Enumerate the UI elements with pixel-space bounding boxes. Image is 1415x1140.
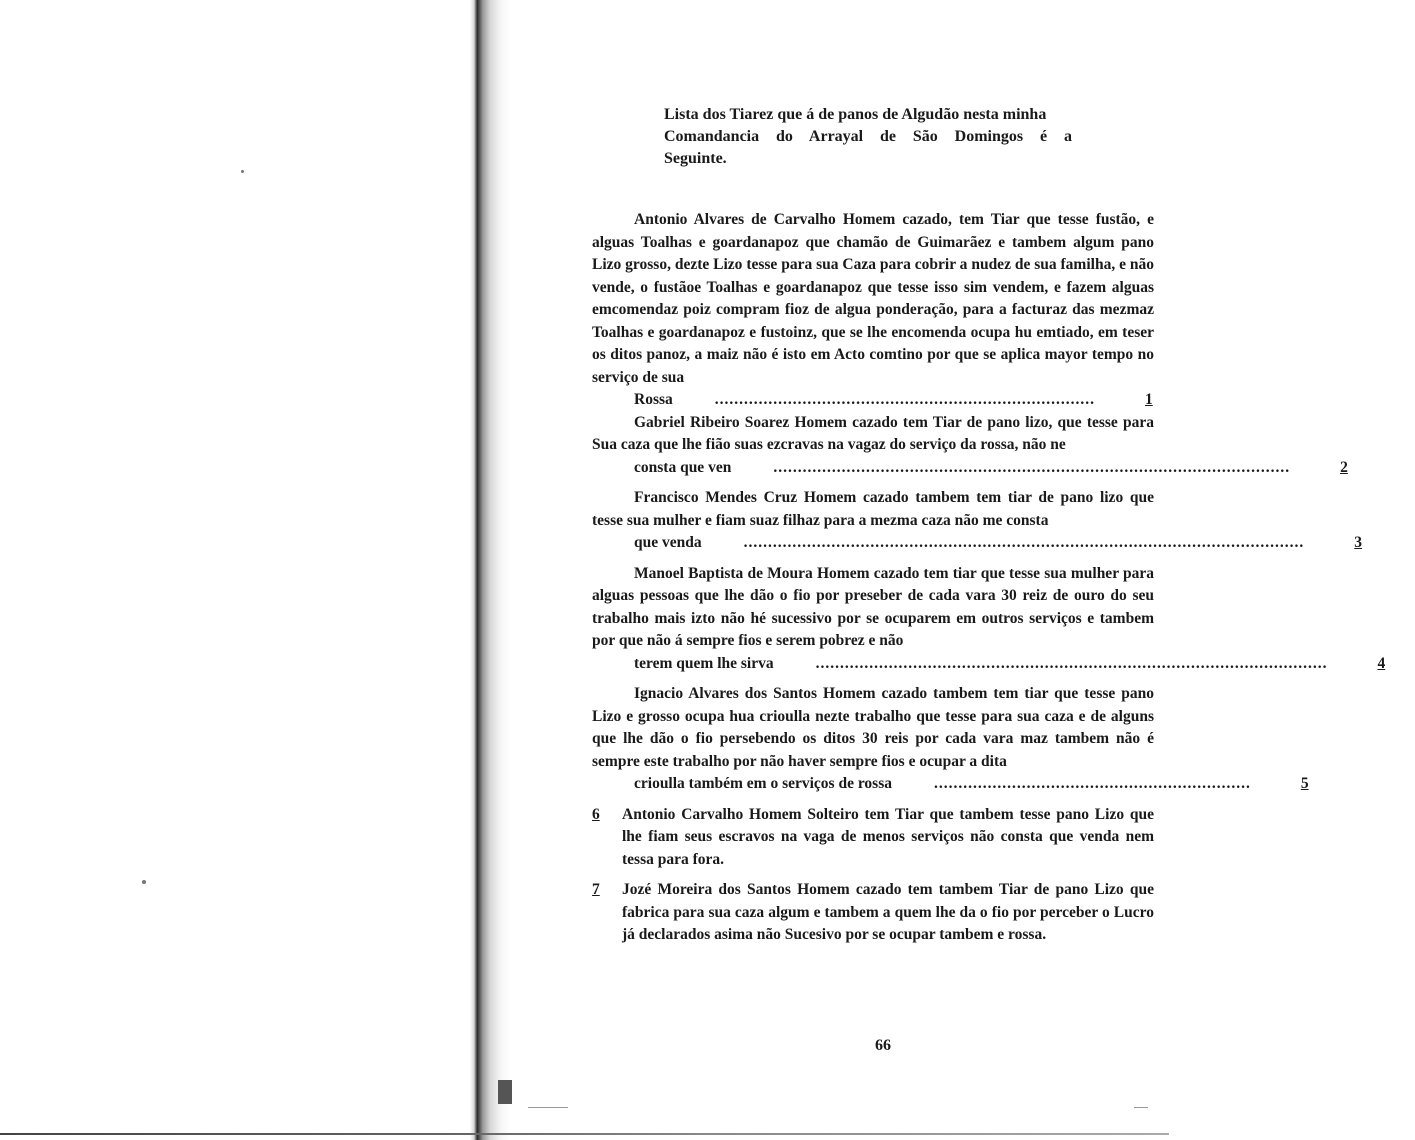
entry-7 <box>592 879 1154 947</box>
entry-last-words: crioulla também em o serviços de rossa <box>634 775 892 792</box>
entry-number: 4 <box>1377 654 1386 672</box>
leader-dots: ................................................................................................................... <box>743 534 1305 551</box>
entry-text: Ignacio Alvares dos Santos Homem cazado tambem tem tiar que tesse pano Lizo e grosso ocupa hua crioulla nezte trabalho que tesse para sua caza e de alguns que lhe dão o fio persebendo os ditos 30 reis por cada vara maz tambem não é sempre este trabalho por não haver sempre fios e ocupar a dita <box>592 685 1154 770</box>
entry-last-words: terem quem lhe sirva <box>634 654 774 672</box>
left-blank-page <box>0 0 470 1140</box>
heading-line: Seguinte. <box>664 150 727 167</box>
entry-text: Manoel Baptista de Moura Homem cazado tem tiar que tesse sua mulher para alguas pessoas que lhe dão o fio por preseber de cada vara 30 reiz de ouro do seu trabalho mais izto não hé sucessivo por se ocuparem em outros serviços e tambem por que não á sempre fios e serem pobrez e não <box>592 564 1154 649</box>
page-number: 66 <box>875 1037 891 1054</box>
entry-last-words: consta que ven <box>634 458 732 476</box>
entry-text: Francisco Mendes Cruz Homem cazado tambem tem tiar de pano lizo que tesse sua mulher e fiam suaz filhaz para a mezma caza não me consta <box>592 489 1154 529</box>
entry-last-words: Rossa <box>634 391 673 408</box>
entry-number: 3 <box>1354 534 1362 551</box>
entry-leader <box>592 653 1386 676</box>
scan-mark <box>1134 1107 1148 1108</box>
entry-number: 2 <box>1340 458 1348 476</box>
leader-dots: .............................................................................. <box>714 391 1096 408</box>
entry-3 <box>592 487 1362 555</box>
entry-6 <box>592 804 1154 872</box>
leader-dots: ................................................................. <box>934 775 1251 792</box>
entry-2 <box>592 412 1348 480</box>
entry-4 <box>592 563 1386 676</box>
entry-text: Antonio Carvalho Homem Solteiro tem Tiar que tambem tesse pano Lizo que lhe fiam seus escravos na vaga de menos serviços não consta que venda nem tessa para fora. <box>622 805 1154 868</box>
heading-line: Comandancia do Arrayal de São Domingos é a <box>664 128 1072 145</box>
entry-5 <box>592 683 1309 796</box>
page-bottom-edge <box>0 1133 1169 1135</box>
paper-speck <box>142 880 146 884</box>
entry-1 <box>592 209 1154 412</box>
entry-text: Gabriel Ribeiro Soarez Homem cazado tem Tiar de pano lizo, que tesse para Sua caza que lhe fião suas ezcravas na vagaz do serviço da rossa, não ne <box>592 413 1154 453</box>
entry-number: 6 <box>592 805 600 823</box>
entry-last-words: que venda <box>634 534 702 551</box>
heading-line: Lista dos Tiarez que á de panos de Algudão nesta minha <box>664 106 1047 123</box>
gutter-shadow <box>498 1080 512 1104</box>
scan-mark <box>528 1107 568 1108</box>
entry-leader <box>592 532 1362 555</box>
entry-leader <box>592 389 1154 412</box>
entry-leader <box>592 773 1309 796</box>
list-heading <box>664 104 1072 170</box>
book-gutter <box>470 0 510 1140</box>
entry-number: 7 <box>592 881 600 898</box>
entry-number: 1 <box>1145 391 1153 408</box>
entry-leader <box>592 457 1348 480</box>
paper-speck <box>241 170 244 173</box>
document-body <box>592 209 1386 947</box>
leader-dots: ......................................................................................................... <box>815 654 1328 672</box>
entry-number: 5 <box>1300 775 1309 792</box>
leader-dots: .......................................................................................................... <box>773 458 1291 476</box>
entry-text: Jozé Moreira dos Santos Homem cazado tem tambem Tiar de pano Lizo que fabrica para sua caza algum e tambem a quem lhe da o fio por perceber o Lucro já declarados asima não Sucesivo por se ocupar tambem e rossa. <box>622 881 1154 943</box>
entry-text: Antonio Alvares de Carvalho Homem cazado, tem Tiar que tesse fustão, e alguas Toalhas e goardanapoz que chamão de Guimarãez e tambem algum pano Lizo grosso, dezte Lizo tesse para sua Caza para cobrir a nudez de sua familha, e não vende, o fustãoe Toalhas e goardanapoz que tesse isso sim vendem, e fazem alguas emcomendaz poiz compram fioz de algua ponderação, para a facturaz das mezmaz Toalhas e goardanapoz e fustoinz, que se lhe encomenda ocupa hu emtiado, em teser os ditos panoz, a maiz não é isto em Acto comtino por que se aplica mayor tempo no serviço de sua <box>592 211 1154 386</box>
